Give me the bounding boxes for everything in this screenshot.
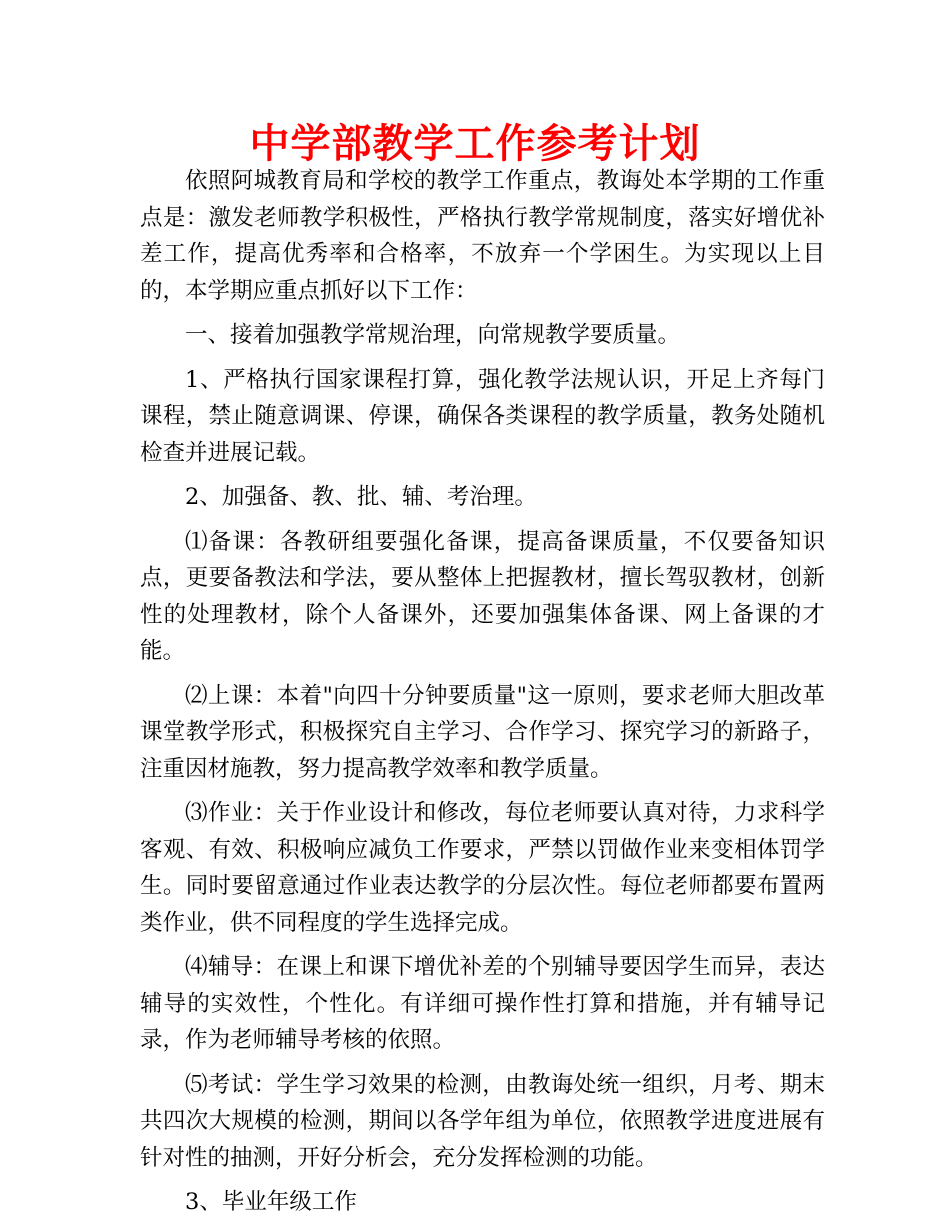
paragraph-homework: ⑶作业：关于作业设计和修改，每位老师要认真对待，力求科学客观、有效、积极响应减负工作要求，严禁以罚做作业来变相体罚学生。同时要留意通过作业表达教学的分层次性。每位老师都要布置两类作业，供不同程度的学生选择完成。 <box>140 800 825 936</box>
paragraph-intro: 依照阿城教育局和学校的教学工作重点，教诲处本学期的工作重点是：激发老师教学积极性，严格执行教学常规制度，落实好增优补差工作，提高优秀率和合格率，不放弃一个学困生。为实现以上目的，本学期应重点抓好以下工作： <box>140 168 825 304</box>
paragraph-section-1-heading: 一、接着加强教学常规治理，向常规教学要质量。 <box>185 322 681 348</box>
document-title: 中学部教学工作参考计划 <box>249 121 701 167</box>
paragraph-teaching: ⑵上课：本着"向四十分钟要质量"这一原则，要求老师大胆改革课堂教学形式，积极探究自主学习、合作学习、探究学习的新路子，注重因材施教，努力提高教学效率和教学质量。 <box>140 682 825 782</box>
paragraph-tutoring: ⑷辅导：在课上和课下增优补差的个别辅导要因学生而异，表达辅导的实效性，个性化。有详细可操作性打算和措施，并有辅导记录，作为老师辅导考核的依照。 <box>140 954 825 1053</box>
paragraph-exams: ⑸考试：学生学习效果的检测，由教诲处统一组织，月考、期末共四次大规模的检测，期间以各学年组为单位，依照教学进度进展有针对性的抽测，开好分析会，充分发挥检测的功能。 <box>140 1071 825 1171</box>
paragraph-item-3: 3、毕业年级工作 <box>185 1189 357 1215</box>
paragraph-item-1: 1、严格执行国家课程打算，强化教学法规认识，开足上齐每门课程，禁止随意调课、停课，确保各类课程的教学质量，教务处随机检查并进展记载。 <box>140 366 825 466</box>
document-body <box>140 163 825 1229</box>
paragraph-item-2: 2、加强备、教、批、辅、考治理。 <box>185 484 537 510</box>
paragraph-lesson-prep: ⑴备课：各教研组要强化备课，提高备课质量，不仅要备知识点，更要备教法和学法，要从整体上把握教材，擅长驾驭教材，创新性的处理教材，除个人备课外，还要加强集体备课、网上备课的才能。 <box>140 528 825 664</box>
